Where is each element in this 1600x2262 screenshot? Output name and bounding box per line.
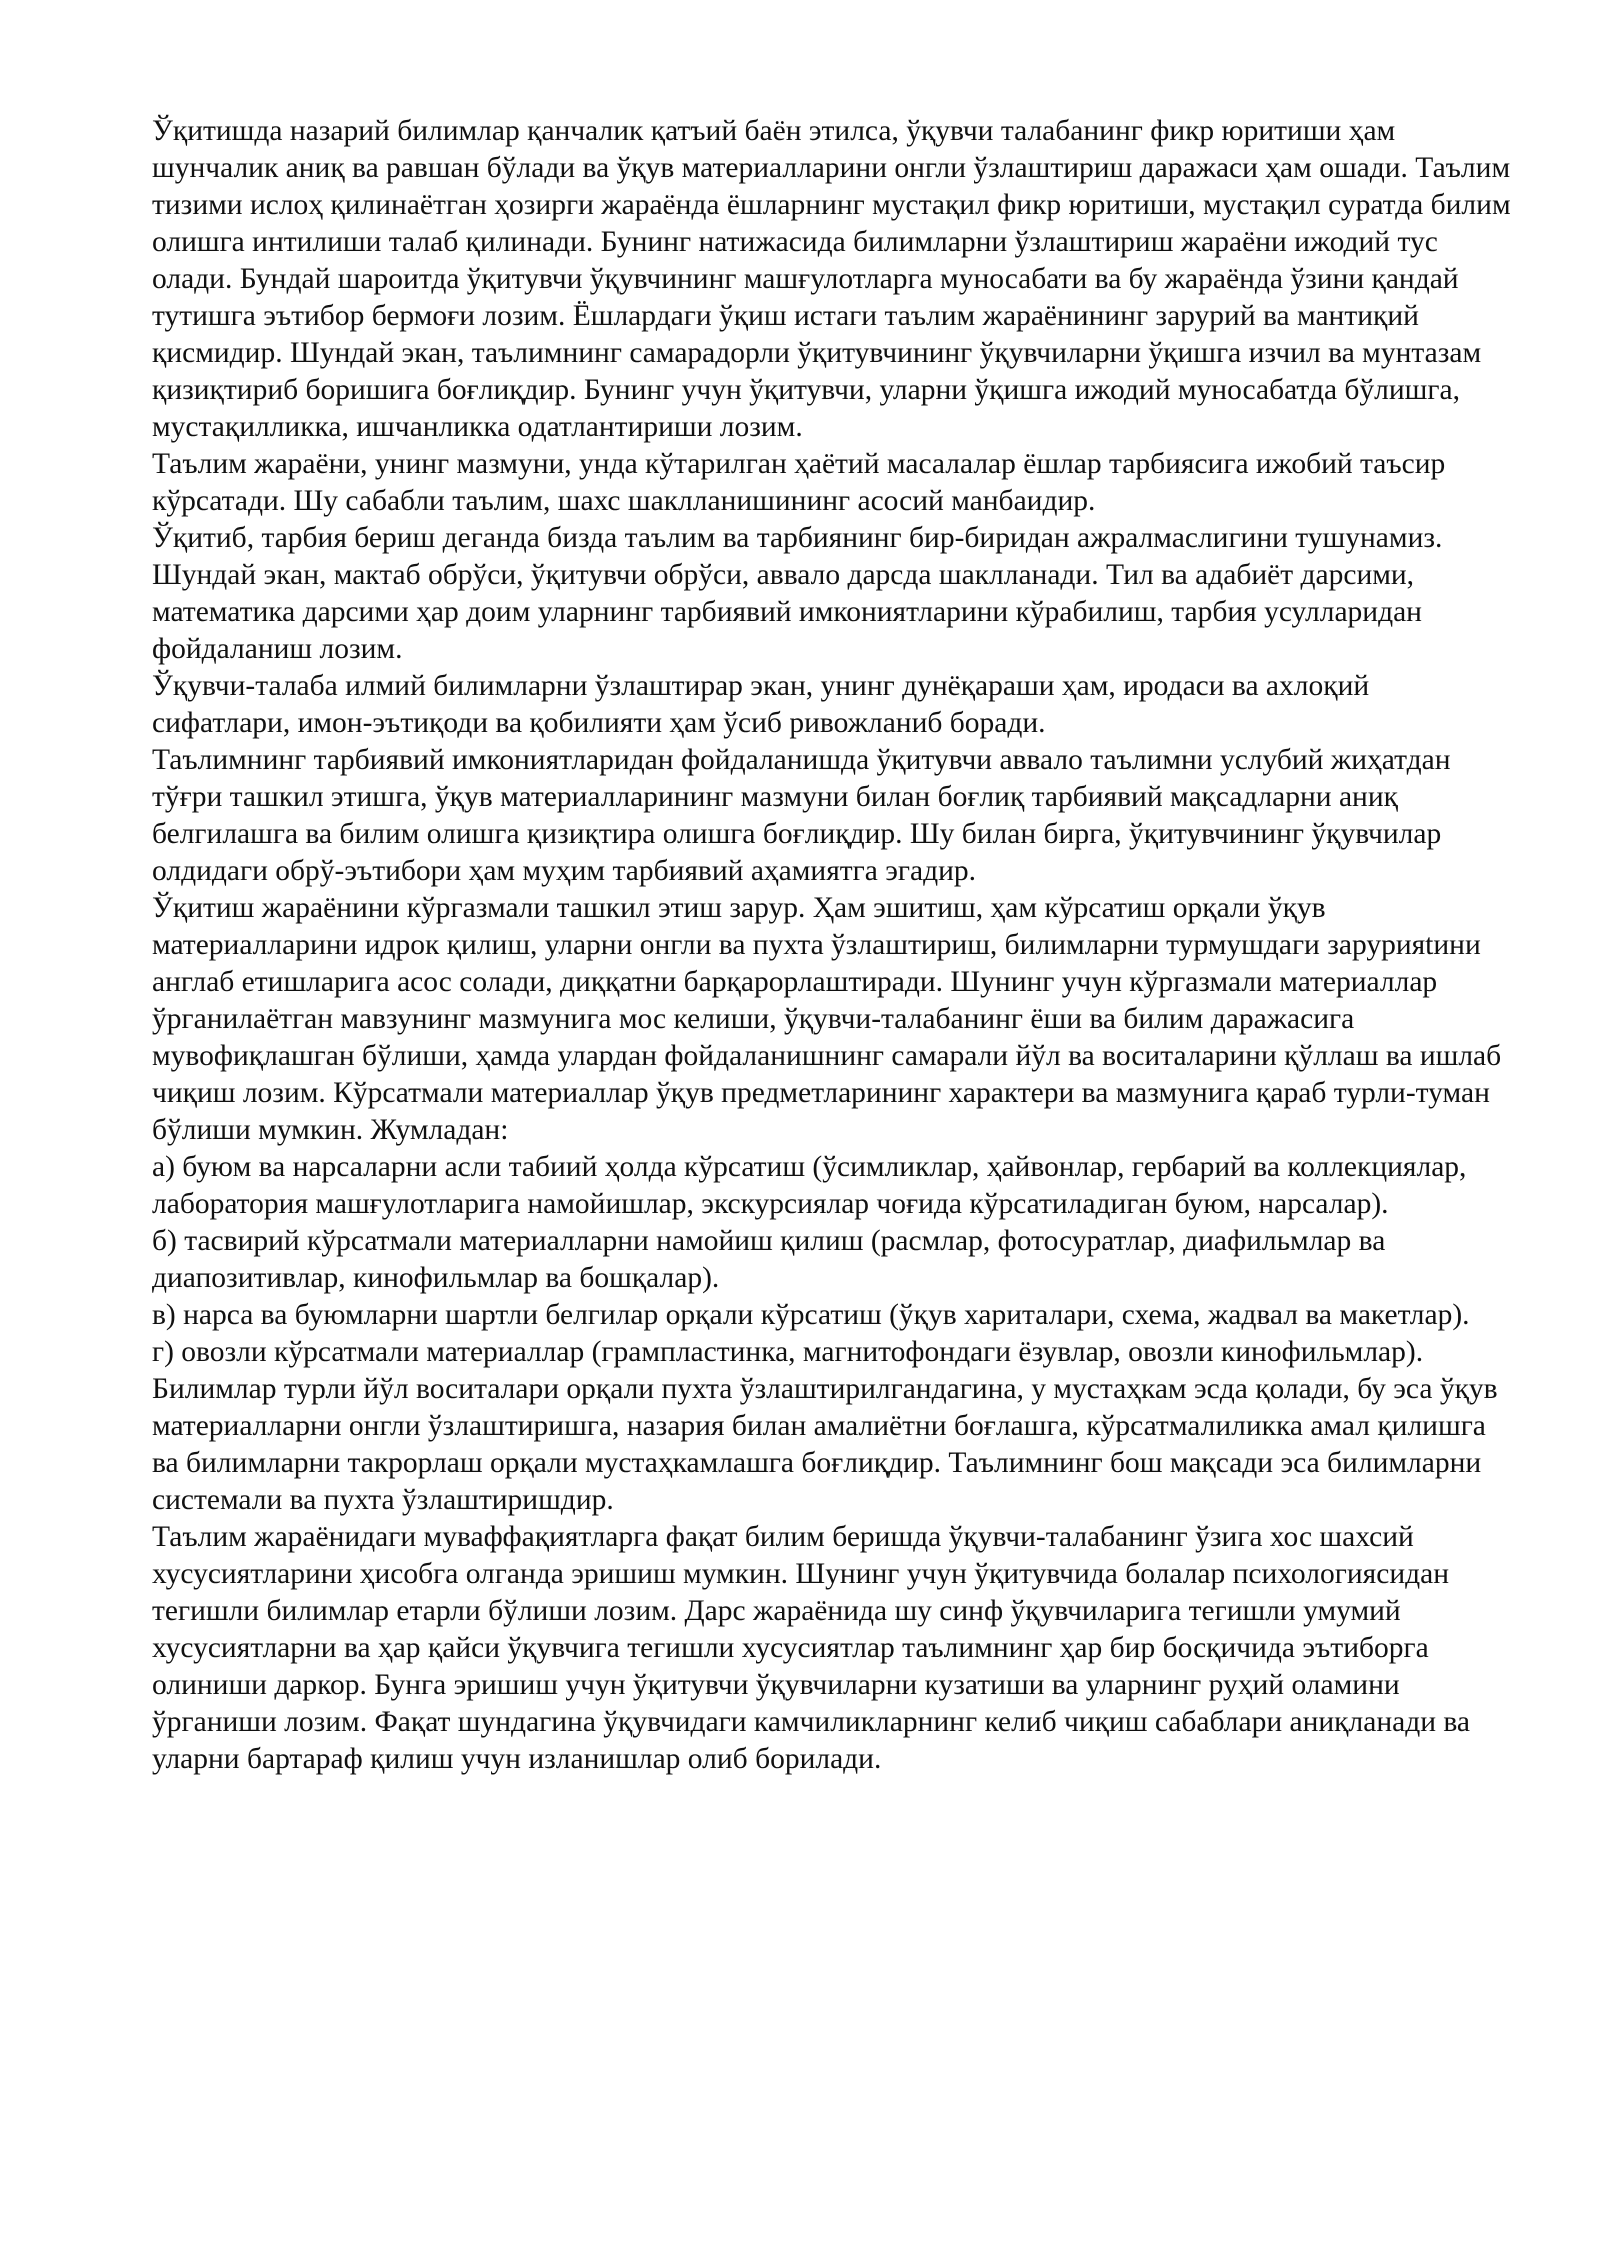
paragraph: Билимлар турли йўл воситалари орқали пухта ўзлаштирилгандагина, у мустаҳкам эсда қолади, бу эса ўқув материалларни онгли ўзлаштиришга, назария билан амалиётни боғлашга, кўрсатмалиликка амал қилишга ва билимларни такрорлаш орқали мустаҳкамлашга боғлиқдир. Таълимнинг бош мақсади эса билимларни системали ва пухта ўзлаштиришдир. <box>152 1373 1498 1516</box>
paragraph: Таълим жараёнидаги муваффақиятларга фақат билим беришда ўқувчи-талабанинг ўзига хос шахсий хусусиятларини ҳисобга олганда эришиш мумкин. Шунинг учун ўқитувчида болалар психологиясидан тегишли билимлар етарли бўлиши лозим. Дарс жараёнида шу синф ўқувчиларига тегишли умумий хусусиятларни ва ҳар қайси ўқувчига тегишли хусусиятлар таълимнинг ҳар бир босқичида эътиборга олиниши даркор. Бунга эришиш учун ўқитувчи ўқувчиларни кузатиши ва уларнинг руҳий оламини ўрганиши лозим. Фақат шундагина ўқувчидаги камчиликларнинг келиб чиқиш сабаблари аниқланади ва уларни бартараф қилиш учун изланишлар олиб борилади. <box>152 1521 1471 1775</box>
document-page <box>152 113 1512 1778</box>
list-item: б) тасвирий кўрсатмали материалларни намойиш қилиш (расмлар, фотосуратлар, диафильмлар ва диапозитивлар, кинофильмлар ва бошқалар). <box>152 1225 1386 1294</box>
paragraph: Таълим жараёни, унинг мазмуни, унда кўтарилган ҳаётий масалалар ёшлар тарбиясига ижобий таъсир кўрсатади. Шу сабабли таълим, шахс шаклланишининг асосий манбаидир. <box>152 448 1446 517</box>
list-item: а) буюм ва нарсаларни асли табиий ҳолда кўрсатиш (ўсимликлар, ҳайвонлар, гербарий ва коллекциялар, лаборатория машғулотларига намойишлар, экскурсиялар чоғида кўрсатиладиган буюм, нарсалар). <box>152 1151 1467 1220</box>
paragraph: Ўқитиб, тарбия бериш деганда бизда таълим ва тарбиянинг бир-биридан ажралмаслигини тушунамиз. Шундай экан, мактаб обрўси, ўқитувчи обрўси, аввало дарсда шаклланади. Тил ва адабиёт дарсими, математика дарсими ҳар доим уларнинг тарбиявий имкониятларини кўрабилиш, тарбия усулларидан фойдаланиш лозим. <box>152 522 1443 665</box>
paragraph: Ўқувчи-талаба илмий билимларни ўзлаштирар экан, унинг дунёқараши ҳам, иродаси ва ахлоқий сифатлари, имон-эътиқоди ва қобилияти ҳам ўсиб ривожланиб боради. <box>152 670 1370 739</box>
paragraph: Ўқитишда назарий билимлар қанчалик қатъий баён этилса, ўқувчи талабанинг фикр юритиши ҳам шунчалик аниқ ва равшан бўлади ва ўқув материалларини онгли ўзлаштириш даражаси ҳам ошади. Таълим тизими ислоҳ қилинаётган ҳозирги жараёнда ёшларнинг мустақил фикр юритиши, мустақил суратда билим олишга интилиши талаб қилинади. Бунинг натижасида билимларни ўзлаштириш жараёни ижодий тус олади. Бундай шароитда ўқитувчи ўқувчининг машғулотларга муносабати ва бу жараёнда ўзини қандай тутишга эътибор бермоғи лозим. Ёшлардаги ўқиш истаги таълим жараёнининг зарурий ва мантиқий қисмидир. Шундай экан, таълимнинг самарадорли ўқитувчининг ўқувчиларни ўқишга изчил ва мунтазам қизиқтириб боришига боғлиқдир. Бунинг учун ўқитувчи, уларни ўқишга ижодий муносабатда бўлишга, мустақилликка, ишчанликка одатлантириши лозим. <box>152 115 1511 443</box>
list-item: г) овозли кўрсатмали материаллар (грампластинка, магнитофондаги ёзувлар, овозли кинофильмлар). <box>152 1336 1424 1368</box>
paragraph: Ўқитиш жараёнини кўргазмали ташкил этиш зарур. Ҳам эшитиш, ҳам кўрсатиш орқали ўқув материалларини идрок қилиш, уларни онгли ва пухта ўзлаштириш, билимларни турмушдаги зарурияtини англаб етишларига асос солади, диққатни барқарорлаштиради. Шунинг учун кўргазмали материаллар ўрганилаётган мавзунинг мазмунига мос келиши, ўқувчи-талабанинг ёши ва билим даражасига мувофиқлашган бўлиши, ҳамда улардан фойдаланишнинг самарали йўл ва воситаларини қўллаш ва ишлаб чиқиш лозим. Кўрсатмали материаллар ўқув предметларининг характери ва мазмунига қараб турли-туман бўлиши мумкин. Жумладан: <box>152 892 1502 1146</box>
list-item: в) нарса ва буюмларни шартли белгилар орқали кўрсатиш (ўқув хариталари, схема, жадвал ва макетлар). <box>152 1299 1470 1331</box>
paragraph: Таълимнинг тарбиявий имкониятларидан фойдаланишда ўқитувчи аввало таълимни услубий жиҳатдан тўғри ташкил этишга, ўқув материалларининг мазмуни билан боғлиқ тарбиявий мақсадларни аниқ белгилашга ва билим олишга қизиқтира олишга боғлиқдир. Шу билан бирга, ўқитувчининг ўқувчилар олдидаги обрў-эътибори ҳам муҳим тарбиявий аҳамиятга эгадир. <box>152 744 1451 887</box>
